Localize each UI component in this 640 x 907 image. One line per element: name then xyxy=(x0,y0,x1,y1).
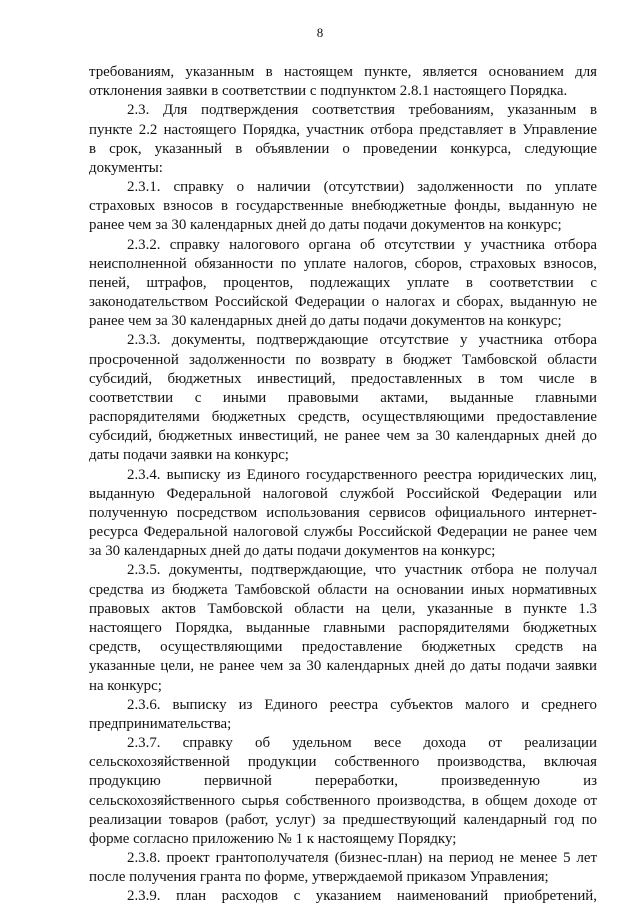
text-line: на конкурс; xyxy=(89,677,162,694)
text-line: продукцию первичной переработки, произведенную из xyxy=(89,773,597,790)
text-line: 2.3.6. выписку из Единого реестра субъектов малого и среднего xyxy=(127,696,597,713)
text-line: указанные цели, не ранее чем за 30 календарных дней до даты подачи заявки xyxy=(89,658,597,675)
text-line: документы: xyxy=(89,159,163,176)
text-line: 2.3.5. документы, подтверждающие, что участник отбора не получал xyxy=(127,562,597,579)
text-line: пеней, штрафов, процентов, подлежащих уплате в соответствии с xyxy=(89,274,597,291)
text-line: ранее чем за 30 календарных дней до даты подачи документов на конкурс; xyxy=(89,217,562,234)
text-line: 2.3.3. документы, подтверждающие отсутствие у участника отбора xyxy=(127,332,597,349)
text-line: ресурса Федеральной налоговой службы Российской Федерации не ранее чем xyxy=(89,524,597,541)
text-line: сельскохозяйственного сырья собственного производства, в общем доходе от xyxy=(89,792,597,809)
text-line: реализации товаров (работ, услуг) за предшествующий календарный год по xyxy=(89,811,597,828)
text-line: пункте 2.2 настоящего Порядка, участник отбора представляет в Управление xyxy=(89,121,597,138)
text-line: за 30 календарных дней до даты подачи документов на конкурс; xyxy=(89,543,496,560)
text-line: после получения гранта по форме, утверждаемой приказом Управления; xyxy=(89,869,549,886)
text-line: субсидий, бюджетных инвестиций, не ранее чем за 30 календарных дней до xyxy=(89,428,597,445)
text-line: 2.3.1. справку о наличии (отсутствии) задолженности по уплате xyxy=(127,179,597,196)
text-line: сельскохозяйственной продукции собственного производства, включая xyxy=(89,754,597,771)
text-line: субсидий, бюджетных инвестиций, предоставленных в том числе в xyxy=(89,370,597,387)
text-line: просроченной задолженности по возврату в бюджет Тамбовской области xyxy=(89,351,597,368)
document-body xyxy=(89,63,597,907)
text-line: неисполненной обязанности по уплате налогов, сборов, страховых взносов, xyxy=(89,255,597,272)
text-line: ранее чем за 30 календарных дней до даты подачи документов на конкурс; xyxy=(89,313,562,330)
text-line: соответствии с иными правовыми актами, выданные главными xyxy=(89,389,597,406)
text-line: выданную Федеральной налоговой службой Российской Федерации или xyxy=(89,485,597,502)
text-line: правовых актов Тамбовской области на цели, указанные в пункте 1.3 xyxy=(89,600,597,617)
text-line: настоящего Порядка, выданные главными распорядителями бюджетных xyxy=(89,619,597,636)
text-line: 2.3. Для подтверждения соответствия требованиям, указанным в xyxy=(127,102,597,119)
text-line: полученную посредством использования сервисов официального интернет- xyxy=(89,504,597,521)
text-line: средства из бюджета Тамбовской области на основании иных нормативных xyxy=(89,581,597,598)
text-line: форме согласно приложению № 1 к настоящему Порядку; xyxy=(89,830,457,847)
text-line: 2.3.4. выписку из Единого государственного реестра юридических лиц, xyxy=(127,466,597,483)
text-line: 2.3.2. справку налогового органа об отсутствии у участника отбора xyxy=(127,236,597,253)
text-line: отклонения заявки в соответствии с подпунктом 2.8.1 настоящего Порядка. xyxy=(89,83,568,100)
page-number: 8 xyxy=(316,25,324,40)
text-line: 2.3.7. справку об удельном весе дохода от реализации xyxy=(127,735,597,752)
text-line: 2.3.8. проект грантополучателя (бизнес-план) на период не менее 5 лет xyxy=(127,850,597,867)
text-line: законодательством Российской Федерации о налогах и сборах, выданную не xyxy=(89,294,597,311)
text-line: предпринимательства; xyxy=(89,715,232,732)
text-line: требованиям, указанным в настоящем пункте, является основанием для xyxy=(89,64,597,80)
text-line: распорядителями бюджетных средств, осуществляющими предоставление xyxy=(89,409,597,426)
text-line: страховых взносов в государственные внебюджетные фонды, выданную не xyxy=(89,198,597,215)
text-line: в срок, указанный в объявлении о проведении конкурса, следующие xyxy=(89,140,597,157)
text-line: средств, осуществляющими предоставление бюджетных средств на xyxy=(89,639,597,656)
text-line: даты подачи заявки на конкурс; xyxy=(89,447,289,464)
text-line: 2.3.9. план расходов с указанием наименований приобретений, xyxy=(127,888,597,905)
